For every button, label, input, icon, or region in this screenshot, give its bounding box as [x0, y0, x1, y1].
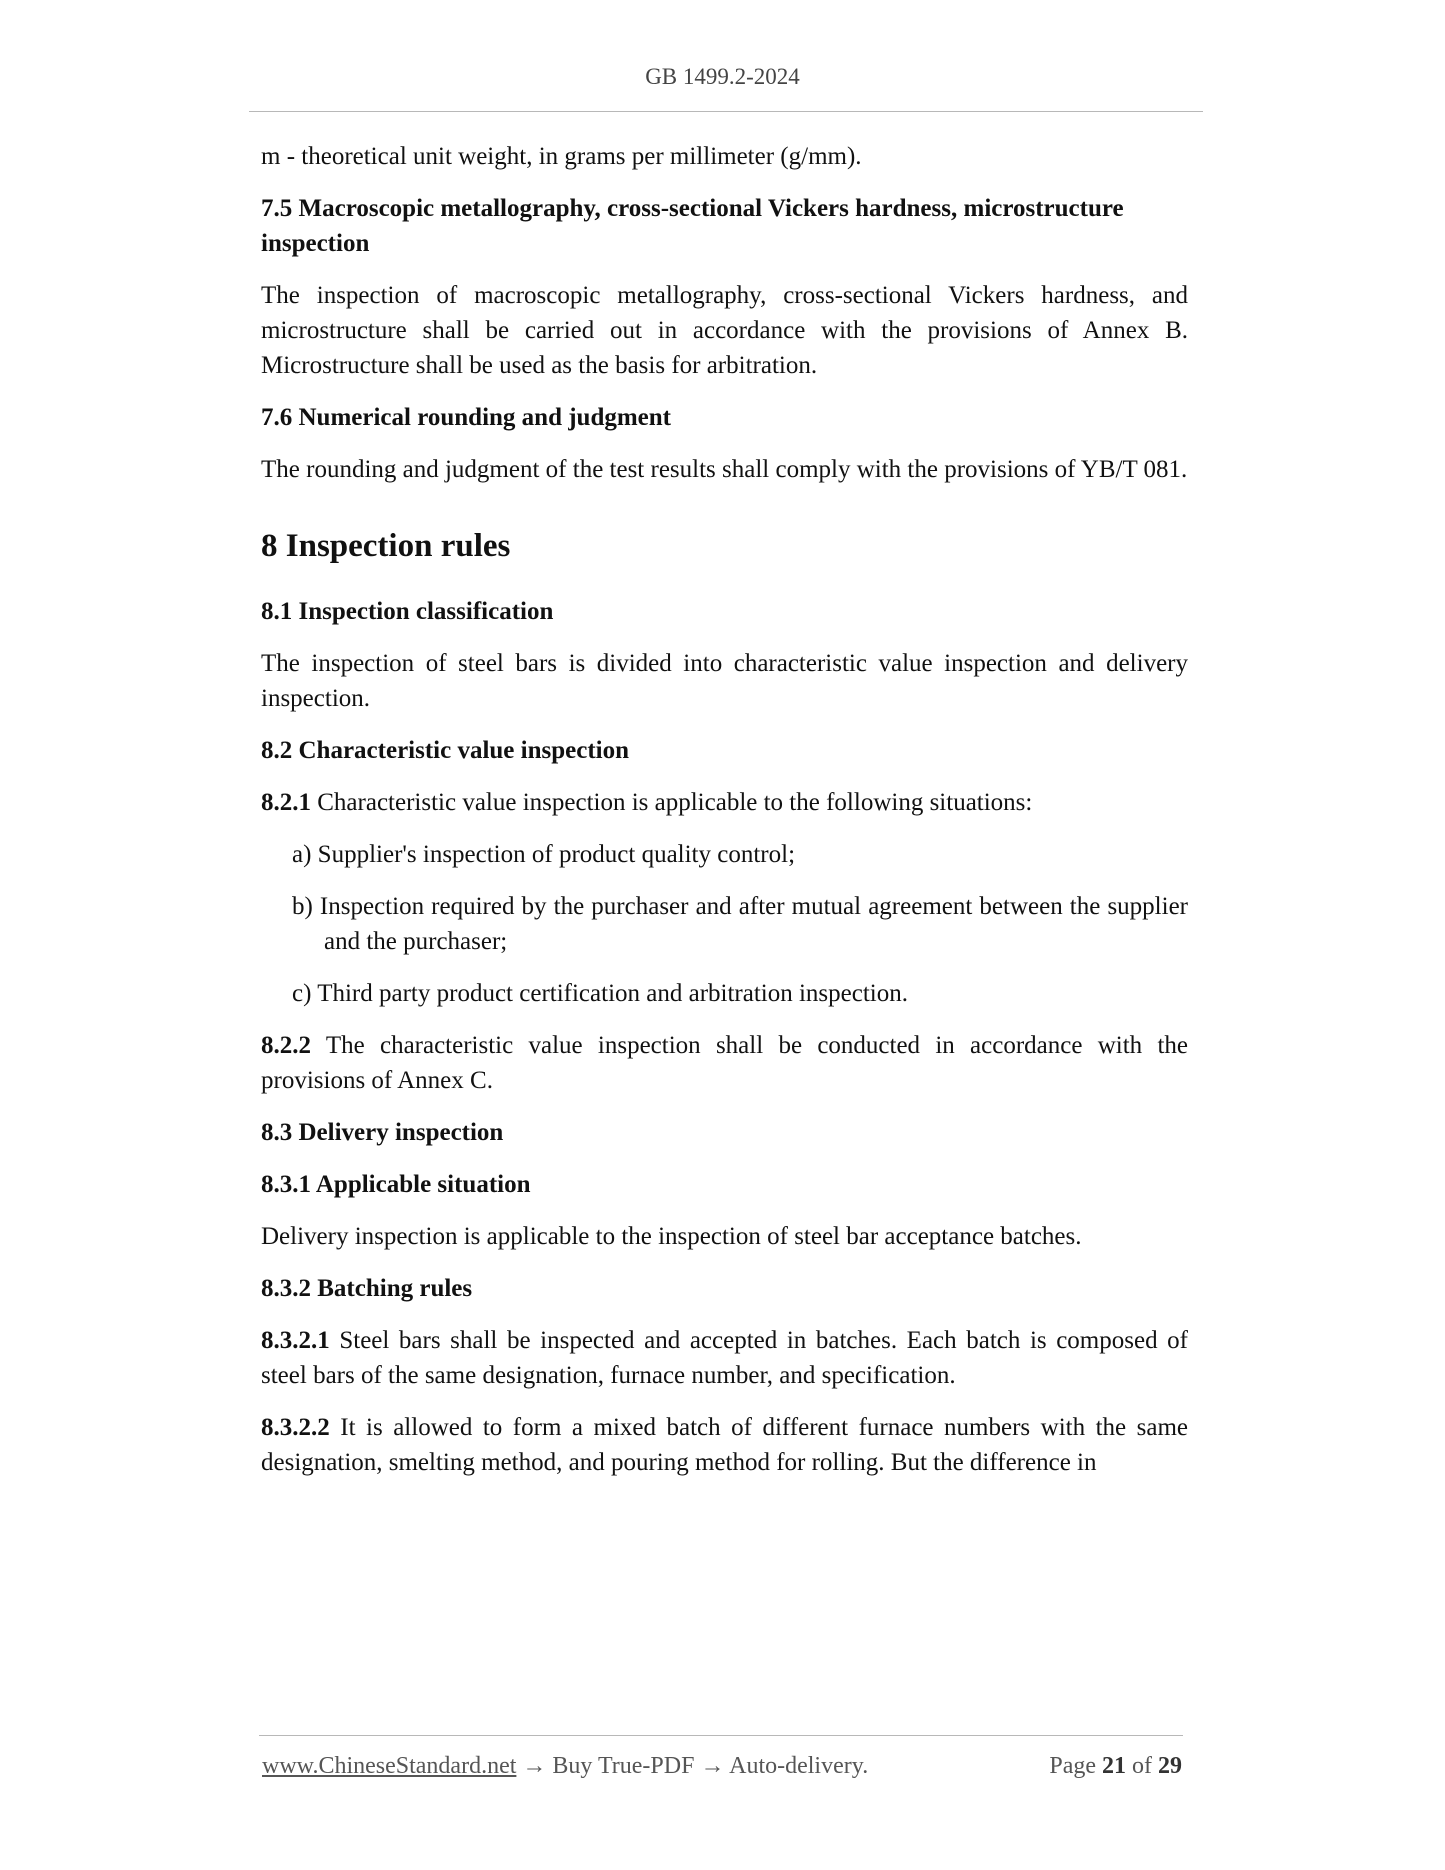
clause-number-8-2-2: 8.2.2	[261, 1032, 311, 1059]
list-item-b: b) Inspection required by the purchaser and after mutual agreement between the supplier and the purchaser;	[292, 893, 1188, 955]
list-item-c: c) Third party product certification and arbitration inspection.	[292, 980, 908, 1007]
heading-8-3: 8.3 Delivery inspection	[261, 1119, 504, 1146]
paragraph-8-3-2-2	[261, 1410, 1188, 1480]
paragraph-8-1: The inspection of steel bars is divided into characteristic value inspection and delivery inspection.	[261, 650, 1188, 712]
heading-8-3-2: 8.3.2 Batching rules	[261, 1275, 473, 1302]
paragraph-7-5: The inspection of macroscopic metallography, cross-sectional Vickers hardness, and microstructure shall be carried out in accordance with the provisions of Annex B. Microstructure shall be used as the basis for arbitration.	[261, 282, 1188, 379]
heading-8: 8 Inspection rules	[261, 528, 511, 564]
paragraph-8-3-2-1	[261, 1323, 1188, 1393]
paragraph-7-6: The rounding and judgment of the test results shall comply with the provisions of YB/T 081.	[261, 456, 1188, 483]
clause-text-8-2-2: The characteristic value inspection shall be conducted in accordance with the provisions of Annex C.	[261, 1032, 1188, 1094]
clause-number-8-2-1: 8.2.1	[261, 789, 311, 816]
page-footer	[262, 1753, 1182, 1780]
paragraph-8-2-1	[261, 785, 1188, 820]
unit-weight-paragraph: m - theoretical unit weight, in grams per millimeter (g/mm).	[261, 143, 862, 170]
heading-7-5-line2: inspection	[261, 230, 370, 257]
heading-7-6: 7.6 Numerical rounding and judgment	[261, 404, 672, 431]
list-item-a: a) Supplier's inspection of product quality control;	[292, 841, 796, 868]
page-content	[261, 139, 1188, 1480]
chinesestandard-link[interactable]: www.ChineseStandard.net	[262, 1753, 517, 1779]
paragraph-8-3-1: Delivery inspection is applicable to the inspection of steel bar acceptance batches.	[261, 1223, 1082, 1250]
current-page-number: 21	[1102, 1753, 1126, 1779]
paragraph-8-2-2	[261, 1028, 1188, 1098]
heading-8-3-1: 8.3.1 Applicable situation	[261, 1171, 531, 1198]
clause-number-8-3-2-2: 8.3.2.2	[261, 1414, 330, 1441]
clause-text-8-3-2-1: Steel bars shall be inspected and accepted in batches. Each batch is composed of steel bars of the same designation, furnace number, and specification.	[261, 1327, 1188, 1389]
footer-divider	[259, 1735, 1183, 1736]
page-label: Page	[1049, 1753, 1102, 1779]
page-indicator	[1049, 1753, 1182, 1780]
running-header: GB 1499.2-2024	[645, 64, 800, 89]
heading-8-2: 8.2 Characteristic value inspection	[261, 737, 630, 764]
heading-7-5-line1: 7.5 Macroscopic metallography, cross-sectional Vickers hardness, microstructure	[261, 195, 1124, 222]
situations-list	[292, 837, 1188, 1011]
heading-8-1: 8.1 Inspection classification	[261, 598, 554, 625]
footer-promo	[262, 1753, 868, 1780]
clause-number-8-3-2-1: 8.3.2.1	[261, 1327, 330, 1354]
heading-7-5	[261, 191, 1188, 261]
clause-text-8-3-2-2: It is allowed to form a mixed batch of different furnace numbers with the same designation, smelting method, and pouring method for rolling. But the difference in	[261, 1414, 1188, 1476]
total-pages-number: 29	[1158, 1753, 1182, 1779]
footer-tagline: → Buy True-PDF → Auto-delivery.	[516, 1753, 869, 1779]
of-label: of	[1126, 1753, 1158, 1779]
header-divider	[249, 111, 1203, 112]
clause-text-8-2-1: Characteristic value inspection is applicable to the following situations:	[311, 789, 1033, 816]
